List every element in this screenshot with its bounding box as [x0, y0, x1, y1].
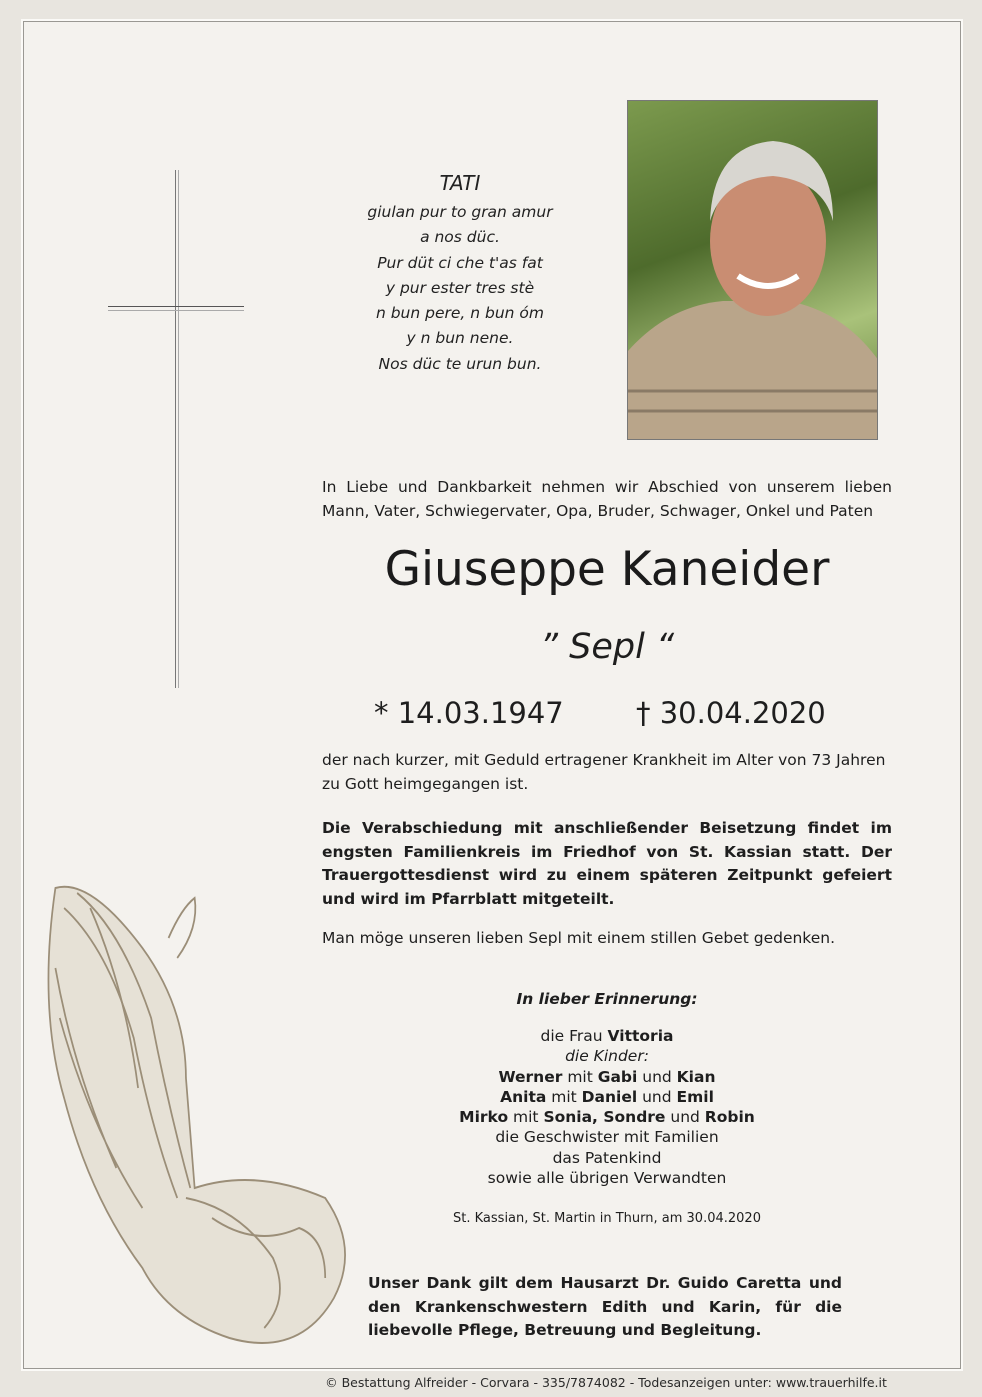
- family-text: und: [665, 1108, 705, 1127]
- memory-heading: In lieber Erinnerung:: [516, 990, 698, 1008]
- cross-icon: [175, 170, 179, 688]
- family-line: [322, 1046, 892, 1066]
- family-text: die Kinder:: [565, 1047, 649, 1066]
- passing-text: der nach kurzer, mit Geduld ertragener Krankheit im Alter von 73 Jahren zu Gott heimgegangen ist.: [322, 751, 886, 793]
- family-text: und: [637, 1067, 677, 1086]
- family-text: mit: [546, 1087, 582, 1106]
- family-name: Mirko: [459, 1108, 509, 1127]
- thanks-text: Unser Dank gilt dem Hausarzt Dr. Guido Caretta und den Krankenschwestern Edith und Karin, für die liebevolle Pflege, Betreuung und Begleitung.: [368, 1274, 842, 1339]
- family-list: [322, 1026, 892, 1188]
- family-text: die Geschwister mit Familien: [495, 1128, 719, 1147]
- place-date: St. Kassian, St. Martin in Thurn, am 30.04.2020: [453, 1211, 761, 1226]
- prayer-text: Man möge unseren lieben Sepl mit einem stillen Gebet gedenken.: [322, 929, 836, 947]
- birth-date: * 14.03.1947: [374, 696, 564, 730]
- poem-line: Pur düt ci che t'as fat: [377, 253, 543, 272]
- poem-line: y pur ester tres stè: [385, 278, 535, 297]
- family-text: und: [637, 1087, 677, 1106]
- funeral-text: Die Verabschiedung mit anschließender Beisetzung findet im engsten Familienkreis im Friedhof von St. Kassian statt. Der Trauergottesdienst wird zu einem späteren Zeitpunkt gefeiert und wird im Pfarrblatt mitgeteilt.: [322, 819, 892, 908]
- family-text: das Patenkind: [552, 1148, 662, 1167]
- family-line: [322, 1026, 892, 1046]
- cross-bar: [108, 306, 244, 311]
- family-name: Vittoria: [607, 1027, 674, 1045]
- family-text: die Frau: [540, 1027, 608, 1045]
- family-name: Anita: [500, 1087, 547, 1106]
- poem-line: n bun pere, n bun óm: [375, 304, 545, 323]
- poem-title: TATI: [439, 171, 481, 195]
- intro-text: In Liebe und Dankbarkeit nehmen wir Abschied von unserem lieben Mann, Vater, Schwiegervater, Opa, Bruder, Schwager, Onkel und Paten: [322, 478, 892, 520]
- family-text: mit: [562, 1067, 598, 1086]
- nickname: ” Sepl “: [539, 627, 675, 667]
- family-name: Emil: [676, 1087, 714, 1106]
- family-text: mit: [508, 1108, 544, 1127]
- family-name: Gabi: [597, 1067, 638, 1086]
- poem-line: Nos düc te urun bun.: [378, 354, 542, 373]
- family-line: [322, 1087, 892, 1107]
- family-name: Werner: [498, 1067, 563, 1086]
- poem-line: giulan pur to gran amur: [367, 203, 553, 221]
- family-text: sowie alle übrigen Verwandten: [487, 1169, 727, 1188]
- family-name: Daniel: [581, 1087, 638, 1106]
- family-line: [322, 1168, 892, 1188]
- death-date: † 30.04.2020: [636, 696, 826, 730]
- family-name: Kian: [676, 1067, 716, 1086]
- portrait-photo: [627, 100, 878, 440]
- family-line: [322, 1067, 892, 1087]
- deceased-name: Giuseppe Kaneider: [384, 542, 830, 597]
- family-line: [322, 1127, 892, 1147]
- poem: [340, 170, 580, 377]
- family-name: Sonia, Sondre: [543, 1108, 666, 1127]
- family-line: [322, 1148, 892, 1168]
- praying-hands-icon: [38, 868, 360, 1368]
- footer: © Bestattung Alfreider - Corvara - 335/7874082 - Todesanzeigen unter: www.trauerhilfe.it: [325, 1375, 887, 1390]
- poem-line: y n bun nene.: [406, 329, 514, 348]
- poem-line: a nos düc.: [420, 228, 500, 247]
- family-line: [322, 1107, 892, 1127]
- family-name: Robin: [704, 1108, 755, 1127]
